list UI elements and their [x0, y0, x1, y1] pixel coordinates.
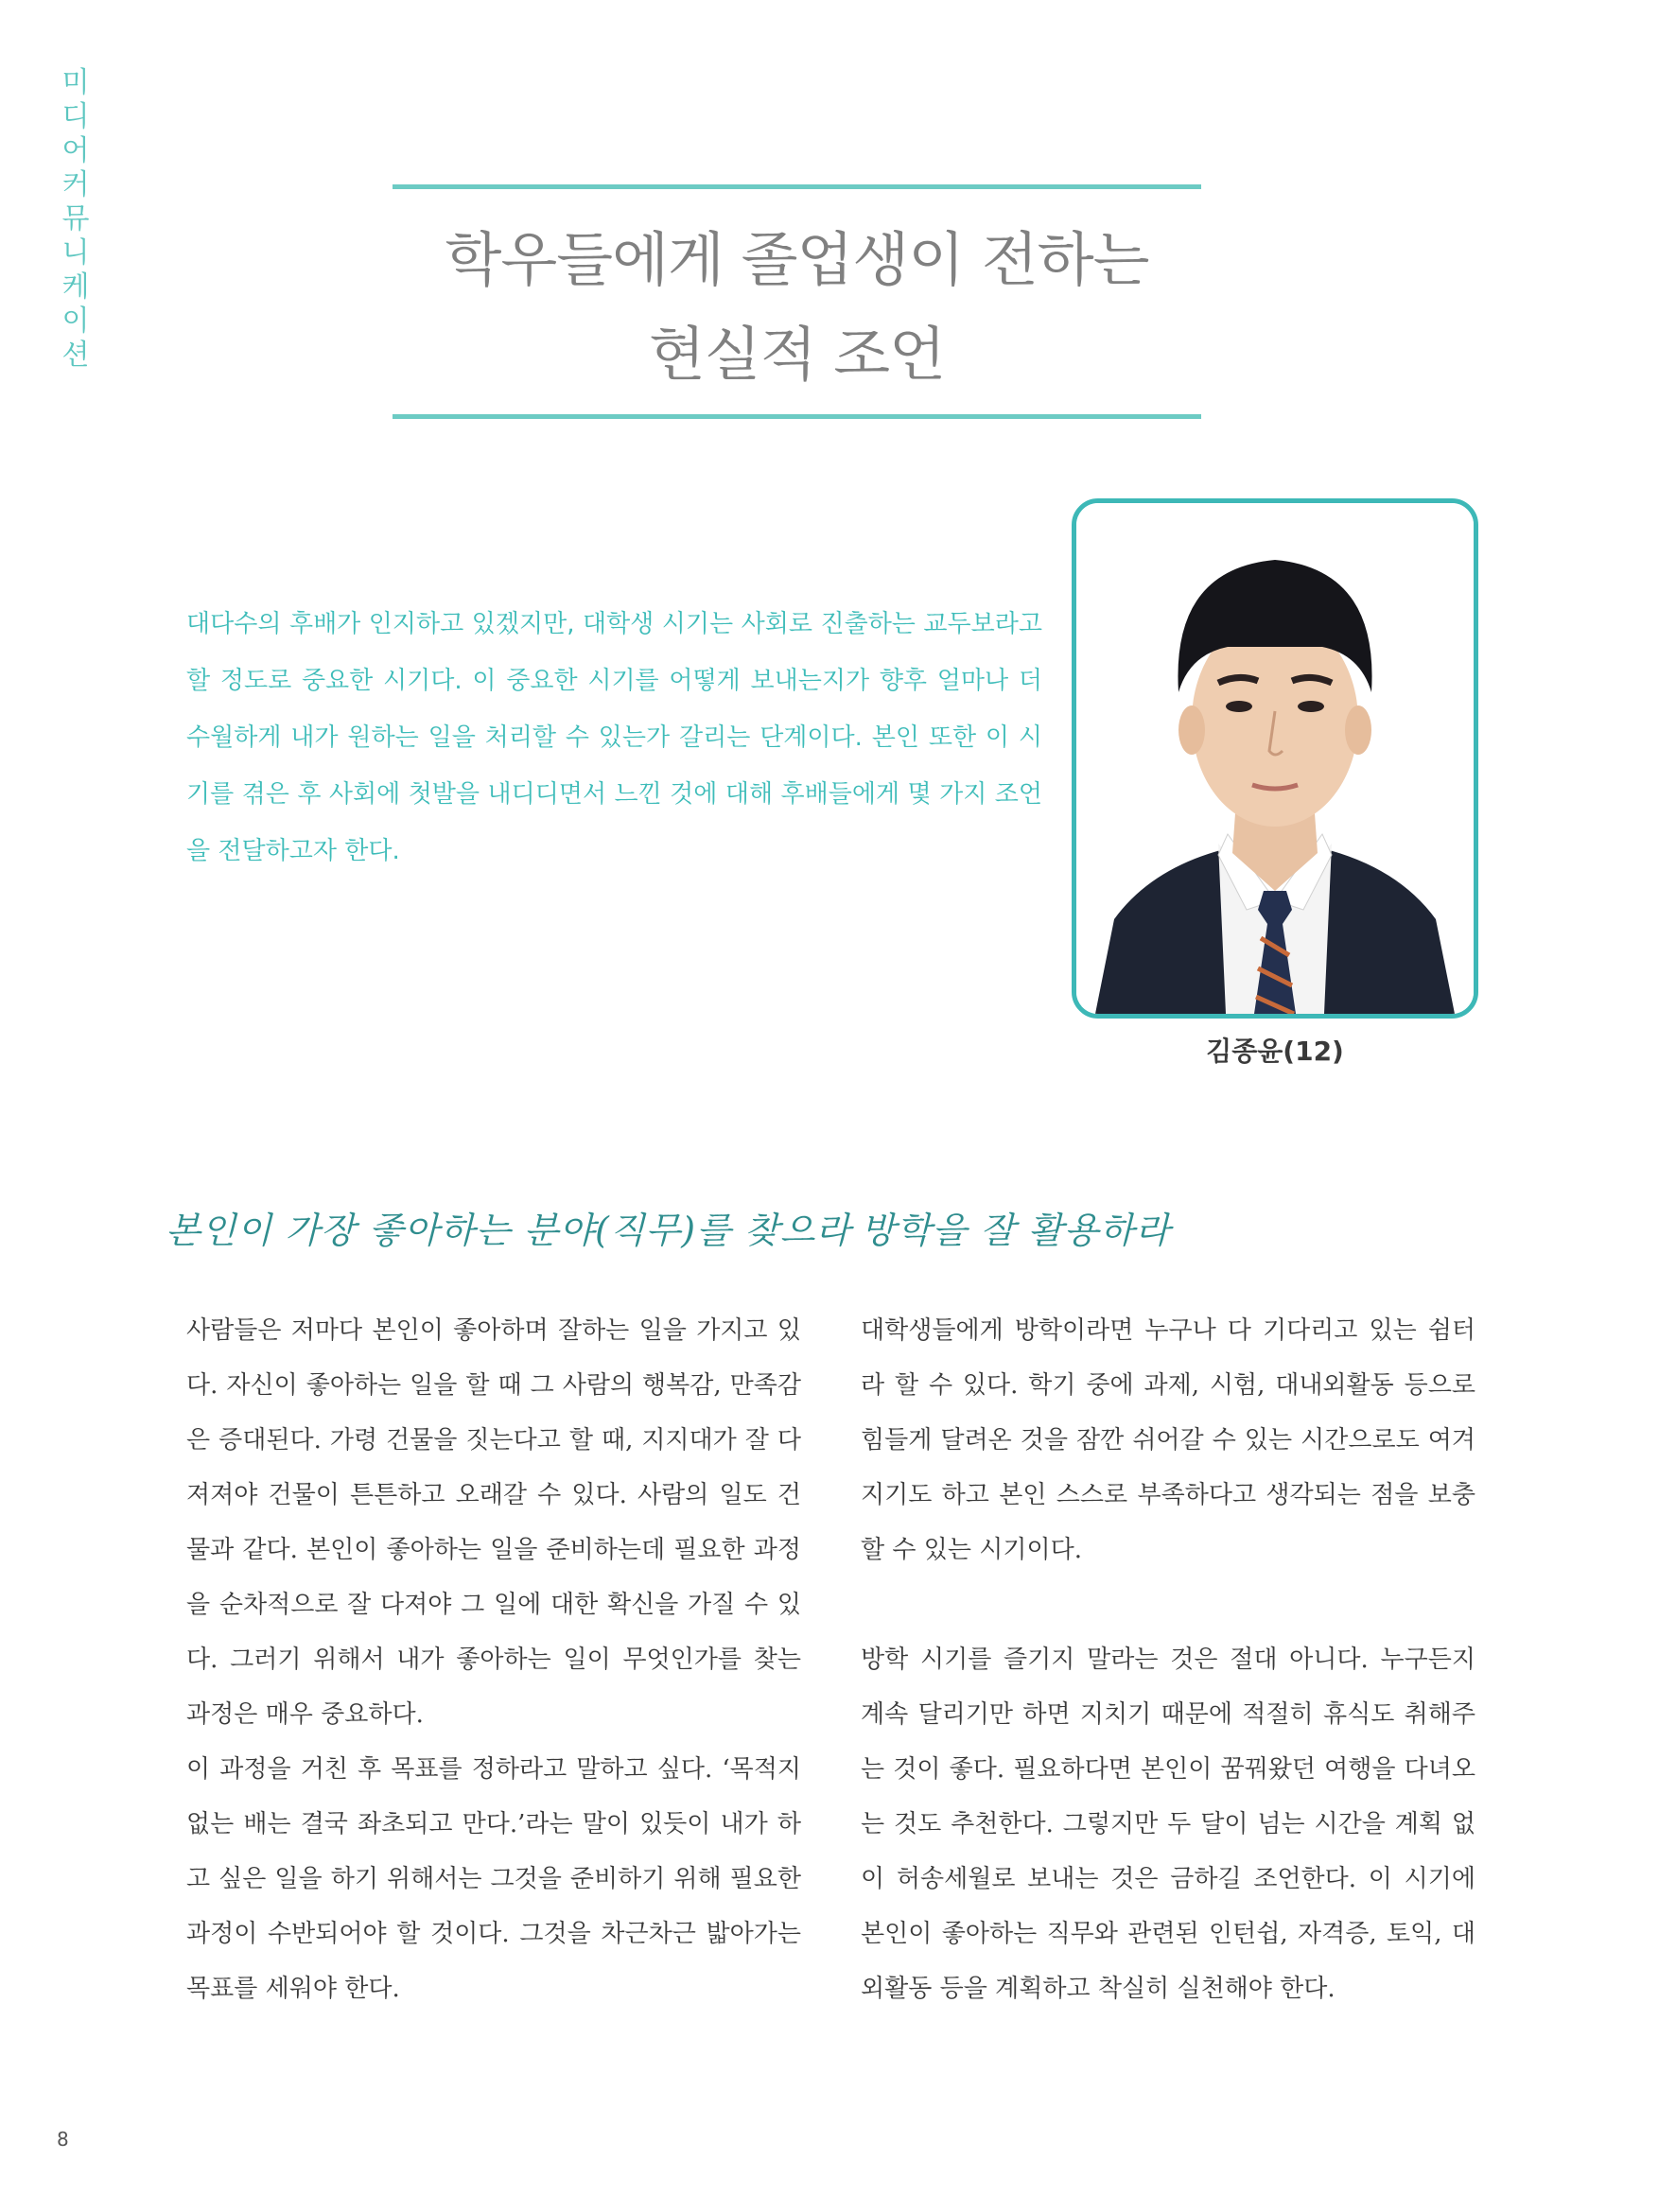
title-line-2: 현실적 조언: [648, 320, 946, 389]
section-label-char: 커: [61, 168, 90, 201]
section-label-char: 디: [61, 100, 90, 133]
left-paragraph-2: 이 과정을 거친 후 목표를 정하라고 말하고 싶다. ‘목적지 없는 배는 결국 좌초되고 만다.’라는 말이 있듯이 내가 하고 싶은 일을 하기 위해서는 그것을 준비하기 위해 필요한 과정이 수반되어야 할 것이다. 그것을 차근차근 밟아가는 목표를 세워야 한다.: [186, 1755, 801, 2003]
right-paragraph-2: 방학 시기를 즐기지 말라는 것은 절대 아니다. 누구든지 계속 달리기만 하면 지치기 때문에 적절히 휴식도 취해주는 것이 좋다. 필요하다면 본인이 꿈꿔왔던 여행을 다녀오는 것도 추천한다. 그렇지만 두 달이 넘는 시간을 계획 없이 허송세월로 보내는 것은 금하길 조언한다. 이 시기에 본인이 좋아하는 직무와 관련된 인턴쉽, 자격증, 토익, 대외활동 등을 계획하고 착실히 실천해야 한다.: [861, 1646, 1475, 2003]
right-paragraph-1: 대학생들에게 방학이라면 누구나 다 기다리고 있는 쉼터라 할 수 있다. 학기 중에 과제, 시험, 대내외활동 등으로 힘들게 달려온 것을 잠깐 쉬어갈 수 있는 시간으로도 여겨지기도 하고 본인 스스로 부족하다고 생각되는 점을 보충할 수 있는 시기이다.: [861, 1316, 1475, 1564]
left-column-heading: 본인이 가장 좋아하는 분야(직무)를 찾으라: [166, 1210, 852, 1251]
title-rule-top: [393, 184, 1201, 189]
title-line-1: 학우들에게 졸업생이 전하는: [445, 225, 1149, 294]
section-label-char: 케: [61, 270, 90, 304]
section-label-char: 션: [61, 339, 90, 372]
portrait-photo: [1072, 498, 1478, 1019]
left-paragraph-1: 사람들은 저마다 본인이 좋아하며 잘하는 일을 가지고 있다. 자신이 좋아하는 일을 할 때 그 사람의 행복감, 만족감은 증대된다. 가령 건물을 짓는다고 할 때, 지지대가 잘 다져져야 건물이 튼튼하고 오래갈 수 있다. 사람의 일도 건물과 같다. 본인이 좋아하는 일을 준비하는데 필요한 과정을 순차적으로 잘 다져야 그 일에 대한 확신을 가질 수 있다. 그러기 위해서 내가 좋아하는 일이 무엇인가를 찾는 과정은 매우 중요하다.: [186, 1316, 801, 1729]
section-label: [57, 66, 95, 373]
right-column-body: [861, 1303, 1475, 2016]
section-label-char: 어: [61, 134, 90, 167]
page-number: 8: [57, 2128, 69, 2151]
section-label-char: 니: [61, 236, 90, 270]
portrait-illustration: [1076, 503, 1474, 1014]
section-label-char: 뮤: [61, 202, 90, 235]
page-title: [393, 213, 1201, 402]
left-column-body: [186, 1303, 801, 2016]
section-label-char: 이: [61, 305, 90, 338]
intro-paragraph: 대다수의 후배가 인지하고 있겠지만, 대학생 시기는 사회로 진출하는 교두보라고 할 정도로 중요한 시기다. 이 중요한 시기를 어떻게 보내는지가 향후 얼마나 더 수월하게 내가 원하는 일을 처리할 수 있는가 갈리는 단계이다. 본인 또한 이 시기를 겪은 후 사회에 첫발을 내디디면서 느낀 것에 대해 후배들에게 몇 가지 조언을 전달하고자 한다.: [186, 610, 1042, 865]
photo-caption: 김종윤(12): [1206, 1036, 1344, 1067]
section-label-char: 미: [61, 66, 90, 99]
title-rule-bottom: [393, 414, 1201, 419]
right-column-heading: 방학을 잘 활용하라: [861, 1210, 1171, 1251]
